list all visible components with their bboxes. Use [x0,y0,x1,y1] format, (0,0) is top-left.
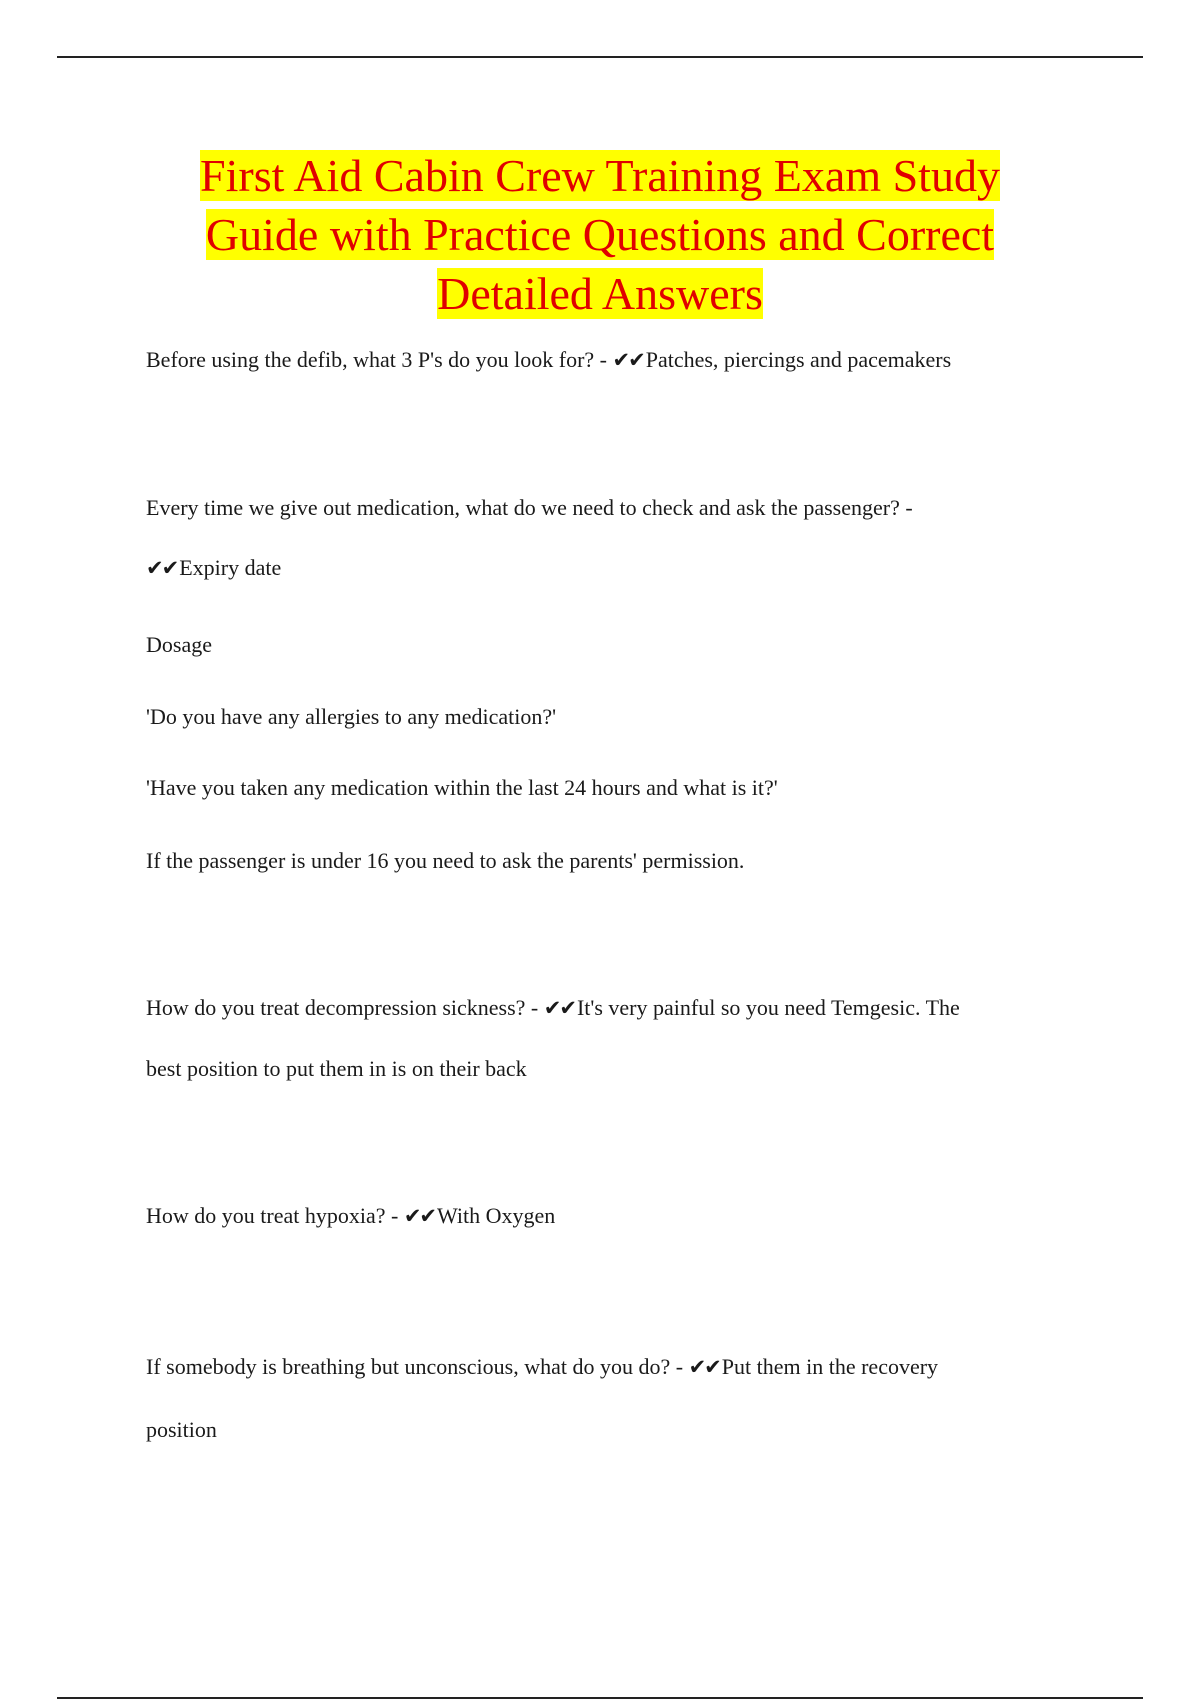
answer-text: Put them in the recovery [721,1354,939,1379]
answer-extra-line: 'Do you have any allergies to any medication?' [146,704,557,729]
answer-extra-line: Dosage [146,632,212,657]
qa-item-3 [146,996,1066,1020]
double-check-icon: ✔✔ [688,1355,720,1379]
double-check-icon: ✔✔ [146,556,178,580]
question-text: If somebody is breathing but unconscious, what do you do? - [146,1354,684,1379]
answer-text: Expiry date [179,555,282,580]
double-check-icon: ✔✔ [403,1204,436,1228]
double-check-icon: ✔✔ [612,348,644,372]
question-text: How do you treat decompression sickness? - [146,995,539,1020]
qa-item-5 [146,1355,1066,1379]
qa-item-2-answer [146,556,1066,580]
answer-extra-line: 'Have you taken any medication within the last 24 hours and what is it?' [146,775,778,800]
title-line-1: First Aid Cabin Crew Training Exam Study [200,150,1000,201]
answer-text: It's very painful so you need Temgesic. The [576,995,960,1020]
question-text: Every time we give out medication, what do we need to check and ask the passenger? - [146,495,913,520]
answer-extra-line: If the passenger is under 16 you need to ask the parents' permission. [146,848,745,873]
answer-text: With Oxygen [437,1203,556,1228]
answer-continuation: best position to put them in is on their back [146,1056,527,1081]
answer-continuation: position [146,1417,217,1442]
title-line-3: Detailed Answers [437,268,763,319]
qa-item-2-question [146,496,1066,520]
bottom-rule [57,1697,1143,1699]
question-text: Before using the defib, what 3 P's do you look for? - [146,347,607,372]
question-text: How do you treat hypoxia? - [146,1203,399,1228]
document-title [0,146,1200,323]
title-line-2: Guide with Practice Questions and Correct [205,209,995,260]
top-rule [57,56,1143,58]
answer-text: Patches, piercings and pacemakers [645,347,952,372]
qa-item-4 [146,1204,1066,1228]
qa-item-1 [146,348,1066,372]
double-check-icon: ✔✔ [543,996,575,1020]
